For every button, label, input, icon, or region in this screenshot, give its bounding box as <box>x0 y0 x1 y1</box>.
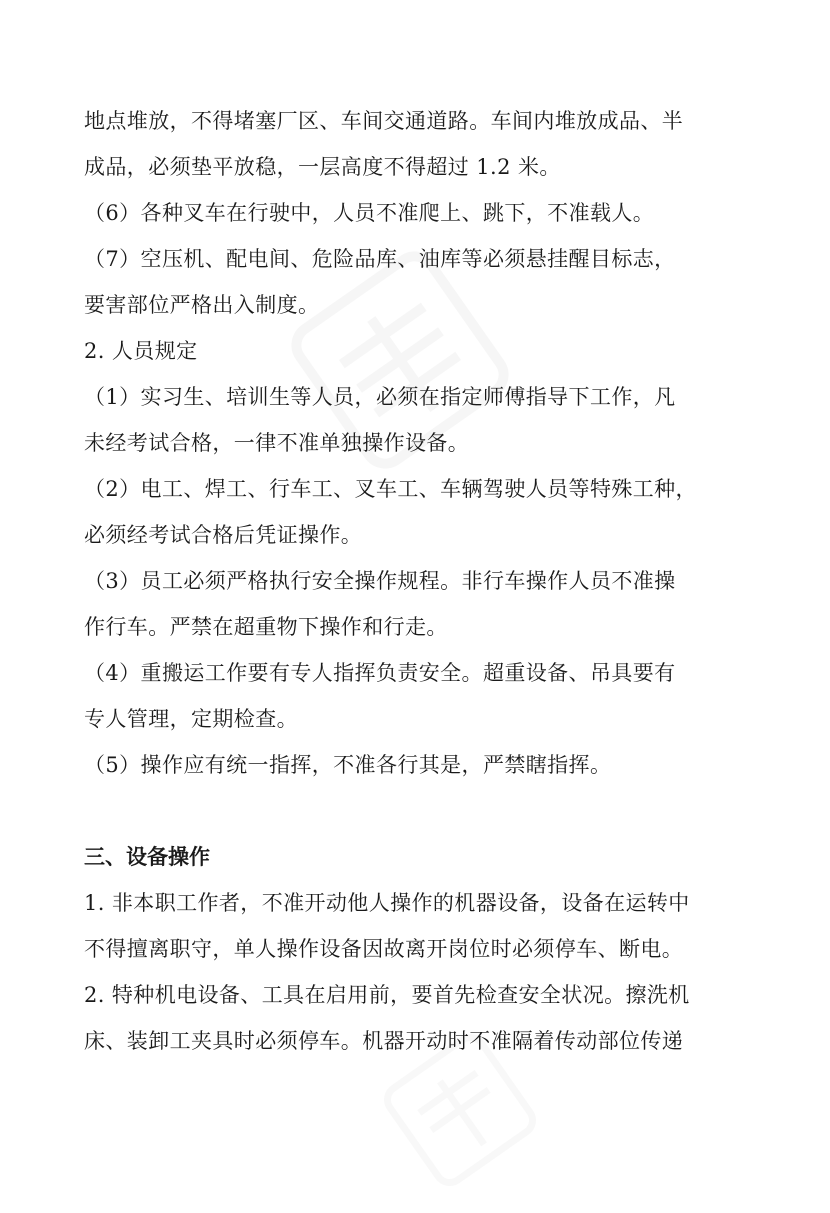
text-line: 不得擅离职守，单人操作设备因故离开岗位时必须停车、断电。 <box>84 937 684 961</box>
text-line: （5）操作应有统一指挥，不准各行其是，严禁瞎指挥。 <box>84 753 612 777</box>
text-line: 成品，必须垫平放稳，一层高度不得超过 1.2 米。 <box>84 155 561 179</box>
text-line: （3）员工必须严格执行安全操作规程。非行车操作人员不准操 <box>84 569 676 593</box>
paragraph-gap <box>84 788 748 834</box>
text-line: （1）实习生、培训生等人员，必须在指定师傅指导下工作，凡 <box>84 385 676 409</box>
text-line: 地点堆放，不得堵塞厂区、车间交通道路。车间内堆放成品、半 <box>84 109 684 133</box>
text-line: 必须经考试合格后凭证操作。 <box>84 523 363 547</box>
text-line: （2）电工、焊工、行车工、叉车工、车辆驾驶人员等特殊工种， <box>84 477 697 501</box>
text-line: 作行车。严禁在超重物下操作和行走。 <box>84 615 448 639</box>
text-line: 床、装卸工夹具时必须停车。机器开动时不准隔着传动部位传递 <box>84 1029 684 1053</box>
section-heading: 三、设备操作 <box>84 845 210 869</box>
document-body <box>84 98 748 1064</box>
text-line: 1. 非本职工作者，不准开动他人操作的机器设备，设备在运转中 <box>84 891 690 915</box>
subsection-title: 2. 人员规定 <box>84 339 198 363</box>
text-line: 未经考试合格，一律不准单独操作设备。 <box>84 431 470 455</box>
text-line: 2. 特种机电设备、工具在启用前，要首先检查安全状况。擦洗机 <box>84 983 690 1007</box>
text-line: （4）重搬运工作要有专人指挥负责安全。超重设备、吊具要有 <box>84 661 676 685</box>
text-line: （7）空压机、配电间、危险品库、油库等必须悬挂醒目标志， <box>84 247 676 271</box>
text-line: 要害部位严格出入制度。 <box>84 293 320 317</box>
text-line: （6）各种叉车在行驶中，人员不准爬上、跳下，不准载人。 <box>84 201 655 225</box>
text-line: 专人管理，定期检查。 <box>84 707 298 731</box>
